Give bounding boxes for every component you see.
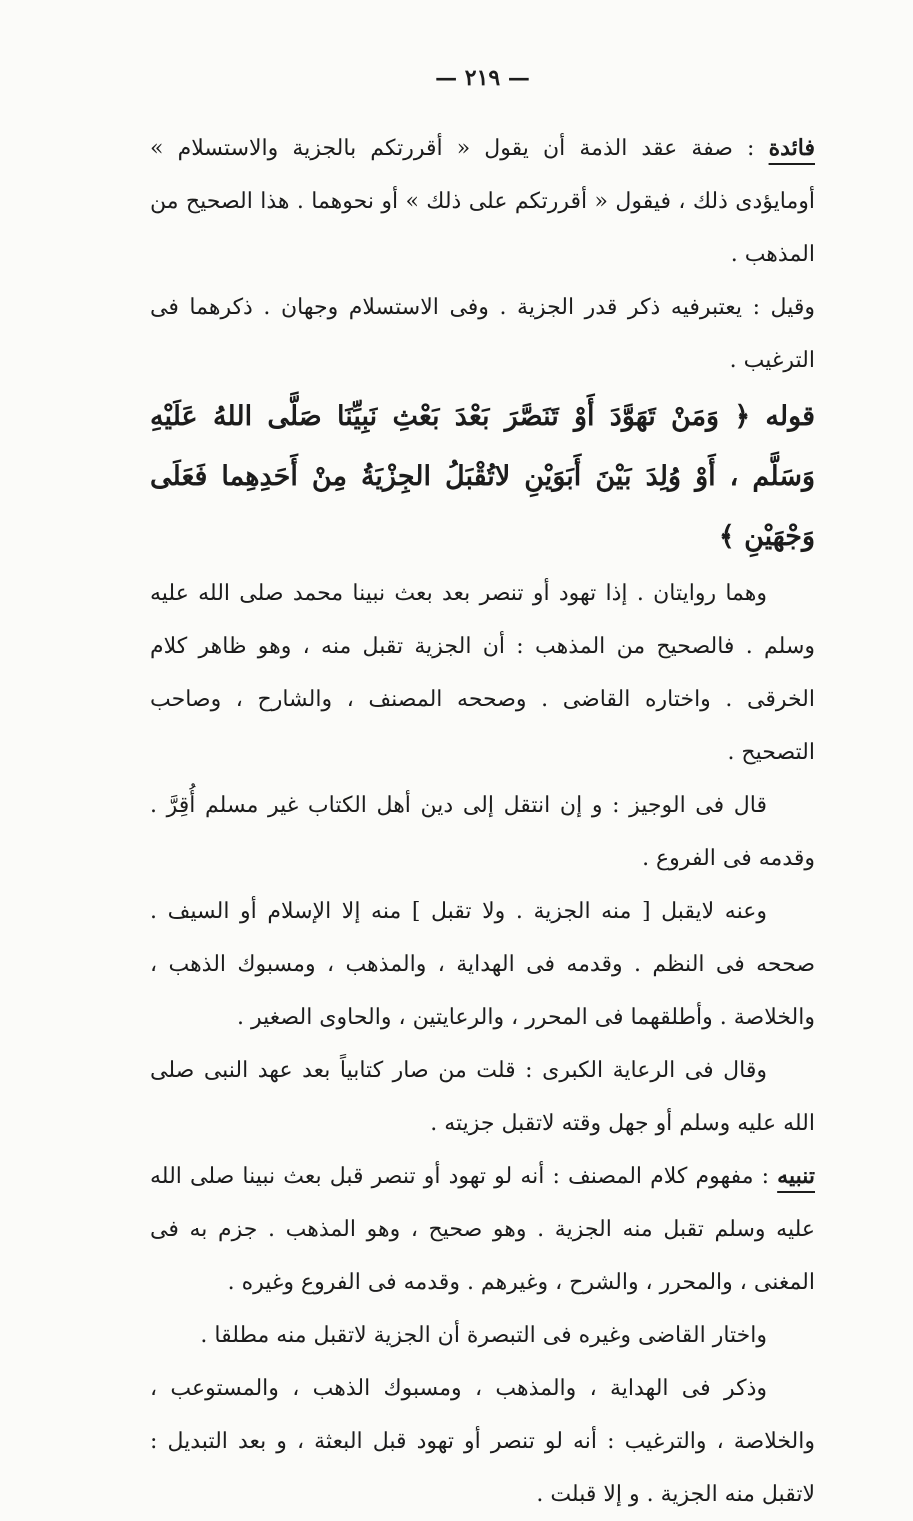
paragraph-text: وقيل : يعتبرفيه ذكر قدر الجزية . وفى الاستسلام وجهان . ذكرهما فى الترغيب . (150, 295, 815, 373)
paragraph-ikhtar (150, 1309, 815, 1362)
paragraph-wa-anhu (150, 885, 815, 1044)
paragraph-dhakar (150, 1362, 815, 1521)
paragraph-text: وذكر فى الهداية ، والمذهب ، ومسبوك الذهب ، والمستوعب ، والخلاصة ، والترغيب : أنه لو تنصر أو تهود قبل البعثة ، و بعد التبديل : لاتقبل منه الجزية . و إلا قبلت . (150, 1376, 815, 1507)
document-page (150, 58, 815, 1507)
paragraph-text: وهما روايتان . إذا تهود أو تنصر بعد بعث نبينا محمد صلى الله عليه وسلم . فالصحيح من المذهب : أن الجزية تقبل منه ، وهو ظاهر كلام الخرقى . واختاره القاضى . وصححه المصنف ، والشارح ، وصاحب التصحيح . (150, 581, 815, 765)
paragraph-fayda (150, 122, 815, 281)
paragraph-text: : مفهوم كلام المصنف : أنه لو تهود أو تنصر قبل بعث نبينا صلى الله عليه وسلم تقبل منه الجزية . وهو صحيح ، وهو المذهب . جزم به فى المغنى ، والمحرر ، والشرح ، وغيرهم . وقدمه فى الفروع وغيره . (150, 1164, 815, 1295)
body-text (150, 122, 815, 1521)
paragraph-text: وعنه لايقبل [ منه الجزية . ولا تقبل ] منه إلا الإسلام أو السيف . صححه فى النظم . وقدمه فى الهداية ، والمذهب ، ومسبوك الذهب ، والخلاصة . وأطلقهما فى المحرر ، والرعايتين ، والحاوى الصغير . (150, 899, 815, 1030)
paragraph-text: وقال فى الرعاية الكبرى : قلت من صار كتابياً بعد عهد النبى صلى الله عليه وسلم أو جهل وقته لاتقبل جزيته . (150, 1058, 815, 1136)
paragraph-qawluh-quote (150, 387, 815, 567)
paragraph-text: : صفة عقد الذمة أن يقول « أقررتكم بالجزية والاستسلام » أومايؤدى ذلك ، فيقول « أقررتكم على ذلك » أو نحوهما . هذا الصحيح من المذهب . (150, 136, 815, 267)
quoted-text: قوله ﴿ وَمَنْ تَهَوَّدَ أَوْ تَنَصَّرَ بَعْدَ بَعْثِ نَبِيِّنَا صَلَّى اللهُ عَلَيْهِ وَسَلَّم ، أَوْ وُلِدَ بَيْنَ أَبَوَيْنِ لاتُقْبَلُ الجِزْيَةُ مِنْ أَحَدِهِما فَعَلَى وَجْهَيْنِ ﴾ (150, 401, 815, 552)
paragraph-text: قال فى الوجيز : و إن انتقل إلى دين أهل الكتاب غير مسلم أُقِرَّ . وقدمه فى الفروع . (150, 793, 815, 871)
paragraph-riwayatan (150, 567, 815, 779)
paragraph-riaya (150, 1044, 815, 1150)
paragraph-text: واختار القاضى وغيره فى التبصرة أن الجزية لاتقبل منه مطلقا . (200, 1323, 767, 1348)
paragraph-tanbih (150, 1150, 815, 1309)
lead-word-tanbih: تنبيه (777, 1163, 815, 1189)
page-number: — ٢١٩ — (435, 65, 530, 91)
lead-word-fayda: فائدة (768, 135, 815, 161)
paragraph-wajiz (150, 779, 815, 885)
paragraph-qila (150, 281, 815, 387)
